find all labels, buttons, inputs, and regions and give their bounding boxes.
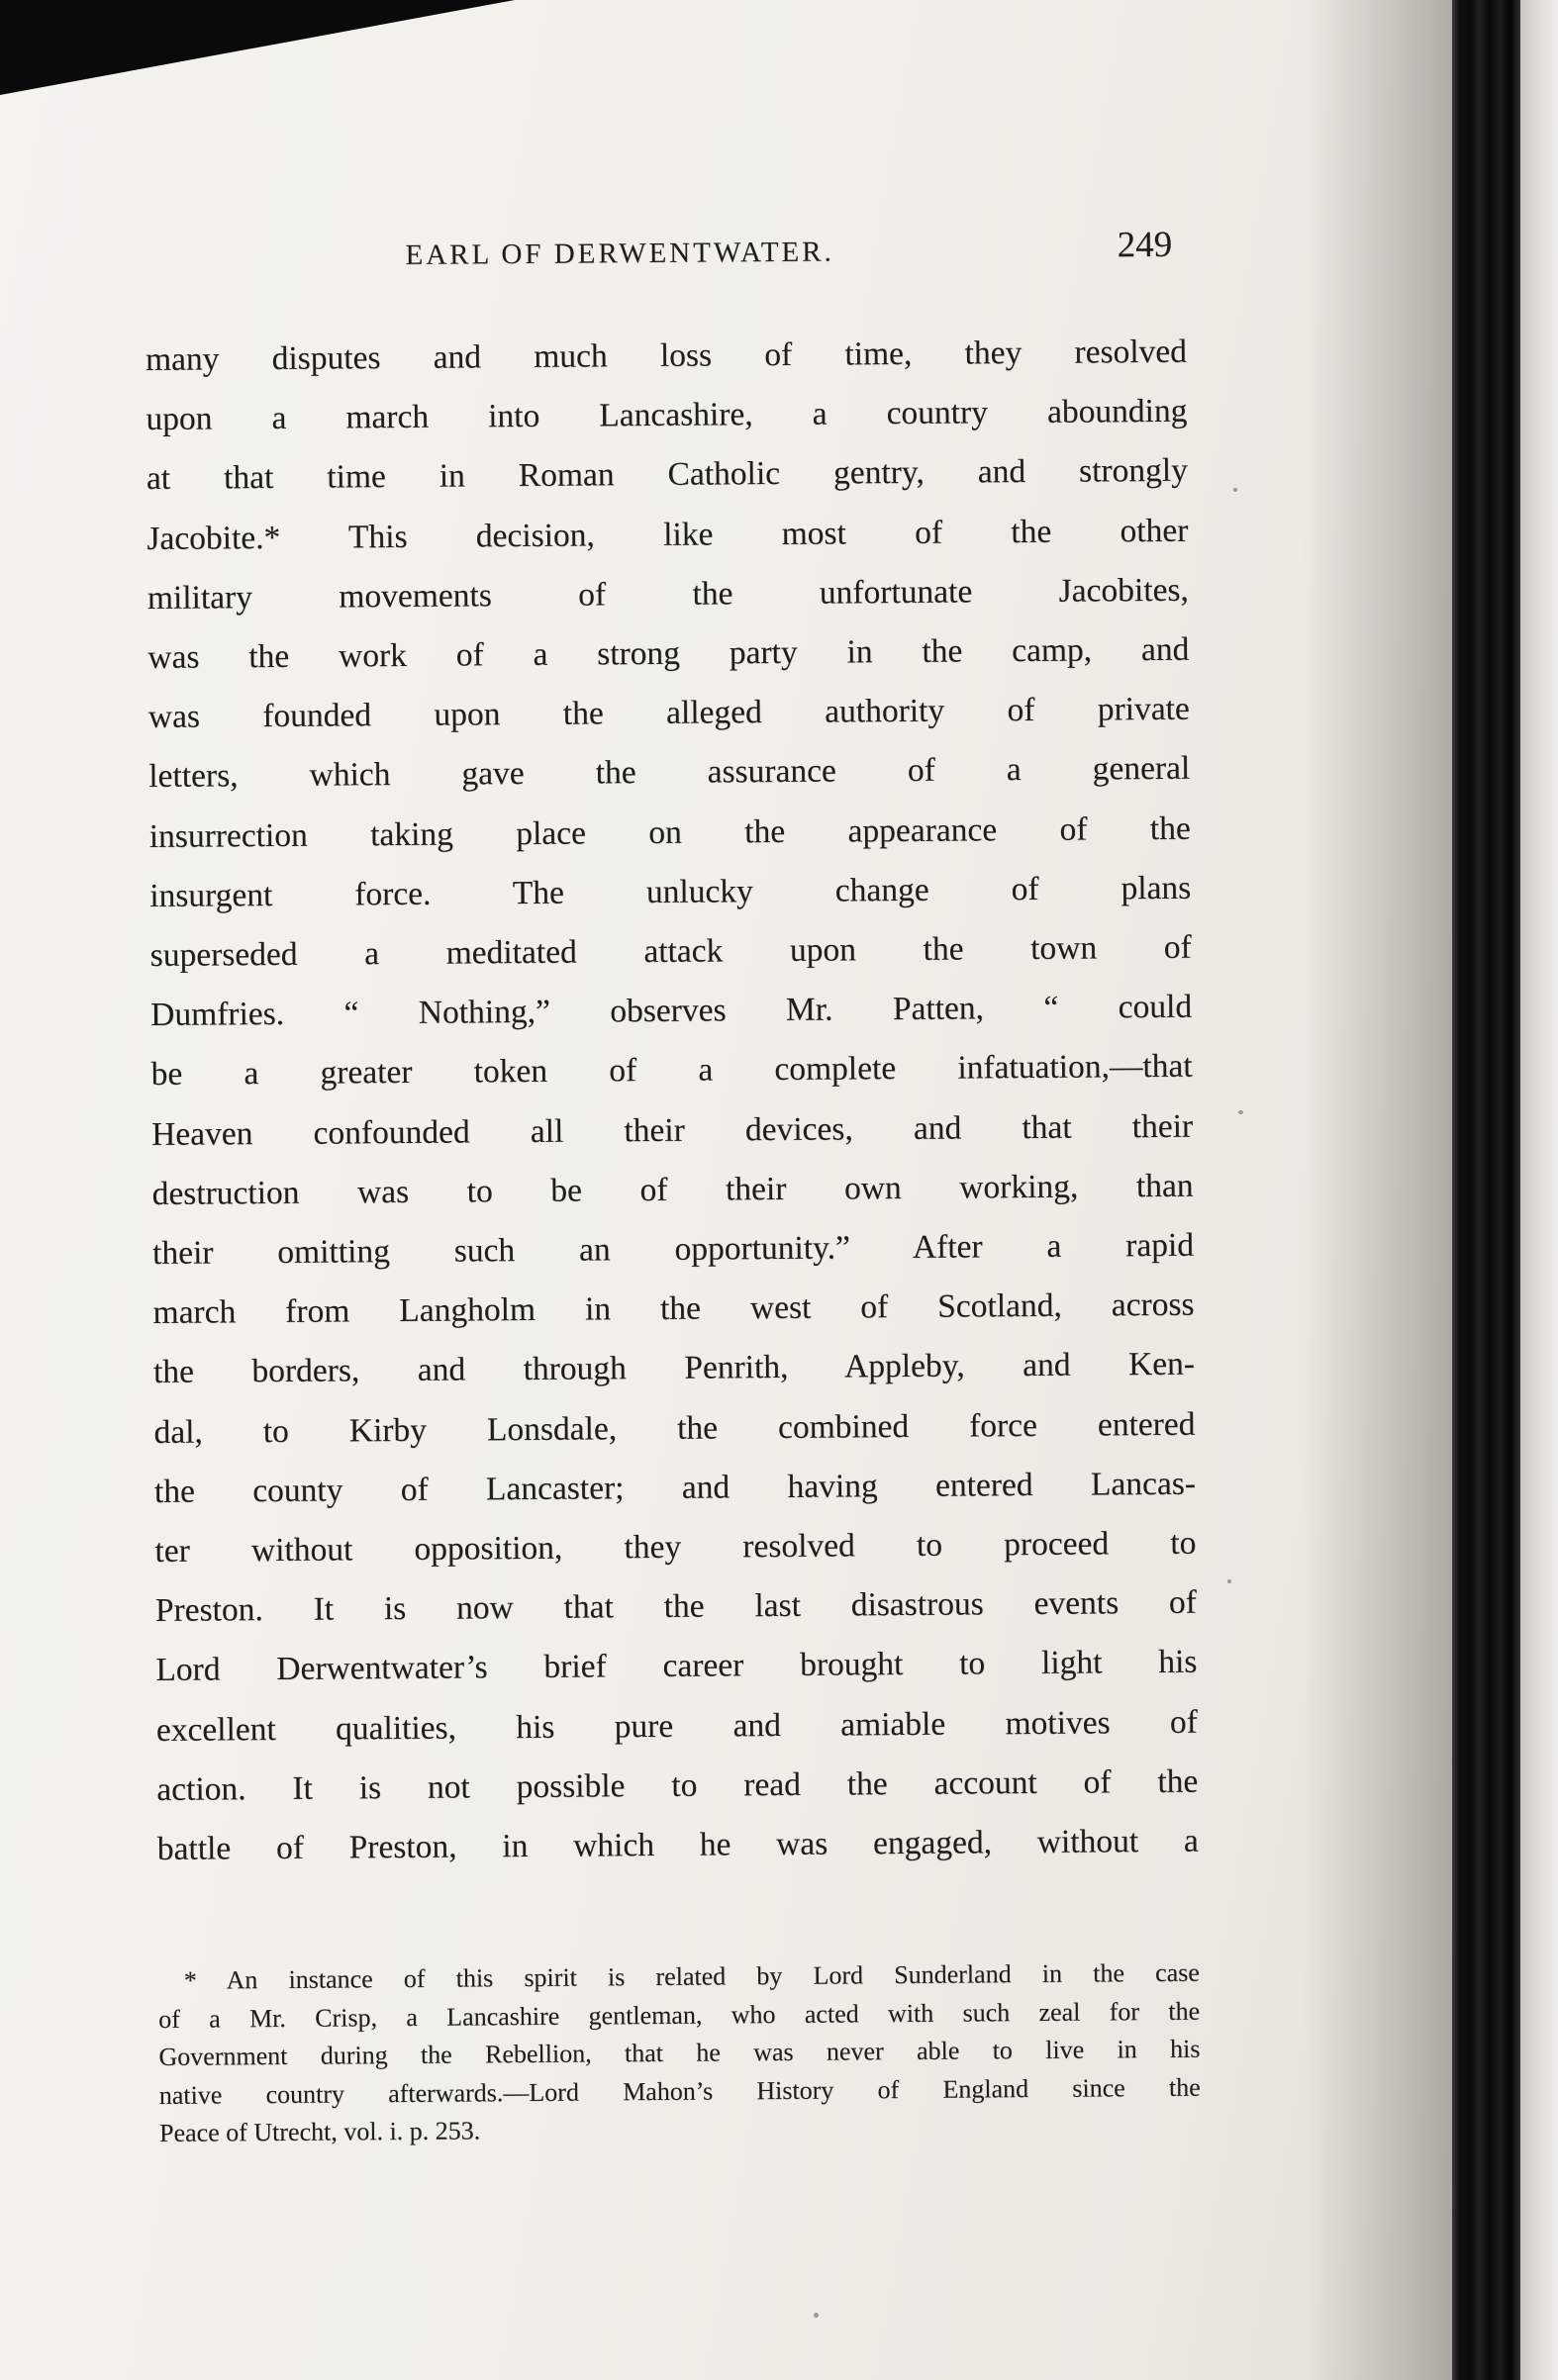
- footnote-line: Peace of Utrecht, vol. i. p. 253.: [158, 2116, 481, 2148]
- page-number: 249: [1117, 224, 1173, 266]
- body-line: was founded upon the alleged authority of private: [147, 690, 1190, 736]
- body-line: military movements of the unfortunate Jacobites,: [146, 571, 1189, 617]
- footnote-line: Government during the Rebellion, that he was never able to live in his: [158, 2034, 1201, 2072]
- body-line: Lord Derwentwater’s brief career brought to light his: [155, 1644, 1198, 1689]
- footnote-line: native country afterwards.—Lord Mahon’s History of England since the: [158, 2072, 1201, 2110]
- body-line: destruction was to be of their own working, than: [151, 1167, 1194, 1212]
- scan-speck: [1227, 1579, 1231, 1583]
- scan-speck: [1233, 488, 1237, 492]
- body-line: letters, which gave the assurance of a general: [148, 750, 1191, 796]
- body-line: dal, to Kirby Lonsdale, the combined force entered: [153, 1405, 1196, 1451]
- body-line: be a greater token of a complete infatuation,—that: [150, 1048, 1193, 1094]
- page-content: [145, 224, 1201, 2153]
- body-line: action. It is not possible to read the account of the: [156, 1762, 1199, 1808]
- running-header: [145, 224, 1186, 287]
- footnote-line: * An instance of this spirit is related by Lord Sunderland in the case: [183, 1957, 1200, 1996]
- body-line: ter without opposition, they resolved to proceed to: [154, 1524, 1197, 1571]
- body-line: battle of Preston, in which he was engaged, without a: [156, 1822, 1199, 1868]
- body-line: the borders, and through Penrith, Appleby, and Ken-: [152, 1346, 1196, 1391]
- scan-speck: [814, 2313, 819, 2318]
- body-line: many disputes and much loss of time, they resolved: [145, 333, 1188, 378]
- body-line: Dumfries. “ Nothing,” observes Mr. Patten, “ could: [150, 988, 1193, 1034]
- binding-shadow: [1304, 0, 1452, 2380]
- body-line: their omitting such an opportunity.” After a rapid: [151, 1226, 1195, 1273]
- body-line: excellent qualities, his pure and amiable motives of: [155, 1703, 1198, 1749]
- body-line: upon a march into Lancashire, a country abounding: [146, 392, 1188, 438]
- body-line: at that time in Roman Catholic gentry, and strongly: [146, 452, 1189, 498]
- body-line: was the work of a strong party in the camp, and: [147, 630, 1190, 677]
- footnote: [158, 1954, 1201, 2153]
- scan-corner-artifact: [0, 0, 515, 95]
- body-line: insurgent force. The unlucky change of plans: [149, 869, 1192, 914]
- body-line: Preston. It is now that the last disastrous events of: [154, 1583, 1198, 1630]
- body-line: the county of Lancaster; and having entered Lancas-: [153, 1465, 1197, 1510]
- footnote-line: of a Mr. Crisp, a Lancashire gentleman, who acted with such zeal for the: [158, 1996, 1201, 2034]
- body-line: insurrection taking place on the appearance of the: [148, 809, 1191, 855]
- chapter-header-title: EARL OF DERWENTWATER.: [405, 236, 834, 271]
- body-line: Heaven confounded all their devices, and that their: [150, 1107, 1194, 1153]
- scan-speck: [1238, 1110, 1243, 1114]
- body-text: [146, 323, 1199, 1879]
- body-line: Jacobite.* This decision, like most of the other: [146, 512, 1189, 557]
- page-edge-strip: [1520, 0, 1558, 2380]
- body-line: superseded a meditated attack upon the town of: [149, 928, 1192, 975]
- body-line: march from Langholm in the west of Scotland, across: [152, 1285, 1195, 1332]
- binding-dark-band: [1452, 0, 1520, 2380]
